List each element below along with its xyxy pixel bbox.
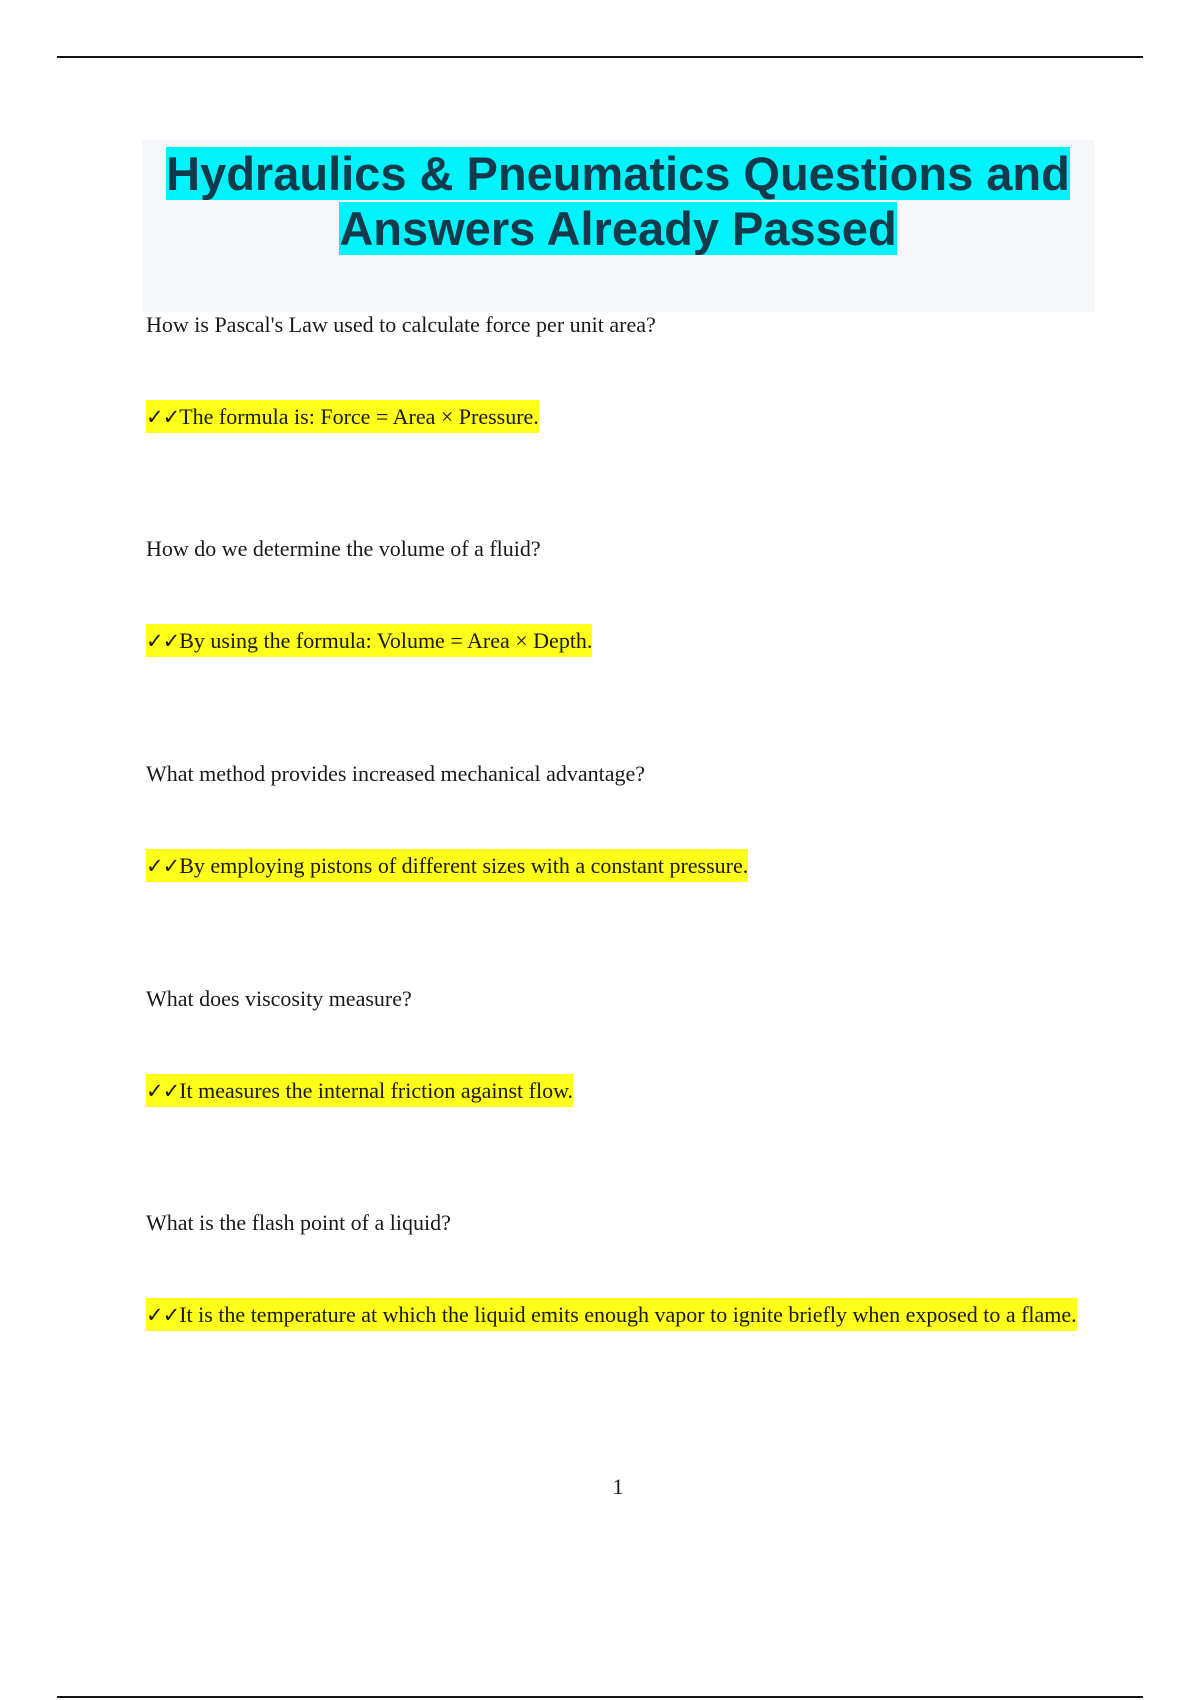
top-rule [57,56,1143,58]
title-line-1: Hydraulics & Pneumatics Questions and [166,147,1070,200]
answer-label: By employing pistons of different sizes with a constant pressure. [179,853,749,878]
question-text: What method provides increased mechanical advantage? [146,761,646,786]
page-number: 1 [612,1474,624,1499]
bottom-rule [57,1696,1143,1698]
question-text: How is Pascal's Law used to calculate force per unit area? [146,312,656,337]
answer-label: It measures the internal friction against flow. [179,1078,574,1103]
answer-highlight [146,1298,1077,1331]
question-text: How do we determine the volume of a fluid? [146,536,541,561]
double-check-icon: ✓✓ [146,405,180,429]
double-check-icon: ✓✓ [146,1079,180,1103]
question-text: What is the flash point of a liquid? [146,1210,451,1235]
answer-label: The formula is: Force = Area × Pressure. [179,404,539,429]
answer-label: By using the formula: Volume = Area × Depth. [179,628,593,653]
document-title [142,146,1094,256]
answer-text [146,836,1096,896]
qa-item [146,534,1096,671]
title-line-2: Answers Already Passed [339,202,897,255]
answer-highlight [146,849,748,882]
answer-highlight [146,1074,573,1107]
question-text: What does viscosity measure? [146,986,412,1011]
answer-highlight [146,624,592,657]
double-check-icon: ✓✓ [146,854,180,878]
answer-text [146,1285,1096,1345]
answer-label: It is the temperature at which the liquid emits enough vapor to ignite briefly when exposed to a flame. [179,1302,1077,1327]
double-check-icon: ✓✓ [146,629,180,653]
answer-text [146,387,1096,447]
qa-item [146,984,1096,1121]
answer-text [146,1061,1096,1121]
answer-highlight [146,400,539,433]
qa-item [146,1208,1096,1345]
qa-item [146,310,1096,447]
double-check-icon: ✓✓ [146,1303,180,1327]
qa-item [146,759,1096,896]
answer-text [146,611,1096,671]
